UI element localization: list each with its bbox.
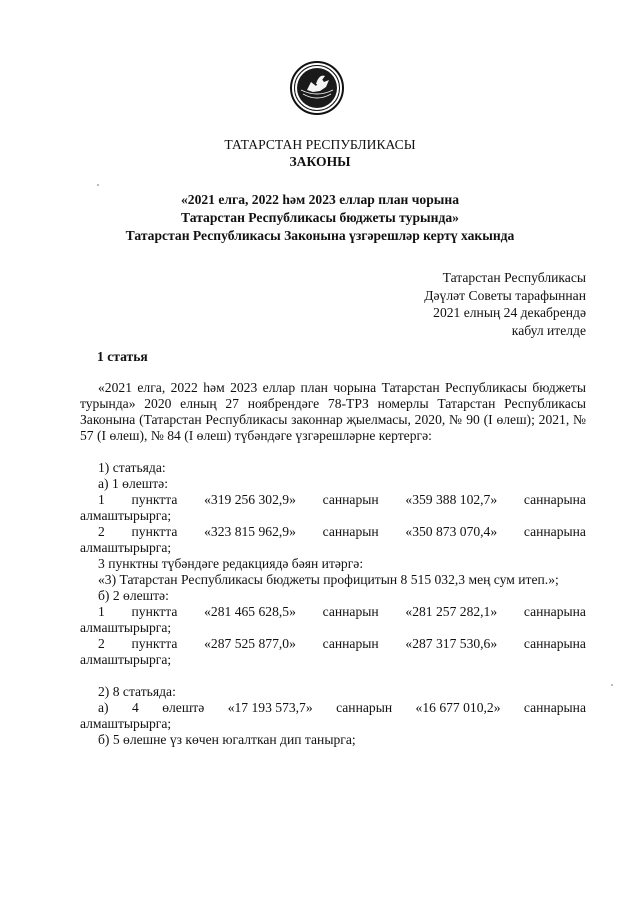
section-2b-text: б) 5 өлешне үз көчен югалткан дип танырга; xyxy=(98,732,356,747)
scan-speck xyxy=(97,184,99,186)
amendment-row: 2 пунктта «323 815 962,9» саннарын «350 873 070,4» саннарына xyxy=(98,524,586,539)
law-title xyxy=(60,191,580,245)
scan-speck xyxy=(611,684,613,686)
amendment-row: 1 пунктта «319 256 302,9» саннарын «359 388 102,7» саннарына xyxy=(98,492,586,507)
tatarstan-coat-of-arms-icon xyxy=(289,60,345,116)
section-1b-label: б) 2 өлештә: xyxy=(98,588,169,603)
intro-paragraph: «2021 елга, 2022 һәм 2023 еллар план чорына Татарстан Республикасы бюджеты турында» 2020 елның 27 ноябрендәге 78-ТРЗ номерлы Татарстан Республикасы Законына (Татарстан Республикасы законнар җыелмасы, 2020, № 90 (I өлеш); 2021, № 57 (I өлеш), № 84 (I өлеш) түбәндәге үзгәрешләрне кертергә: xyxy=(80,380,586,443)
amendment-tail: алмаштырырга; xyxy=(80,508,172,523)
amendment-row: 2 пунктта «287 525 877,0» саннарын «287 317 530,6» саннарына xyxy=(98,636,586,651)
point-3-text: «3) Татарстан Республикасы бюджеты профицитын 8 515 032,3 мең сум итеп.»; xyxy=(98,572,559,587)
law-title-line-1: «2021 елга, 2022 һәм 2023 еллар план чорына xyxy=(180,192,460,207)
amendment-tail: алмаштырырга; xyxy=(80,652,172,667)
article-body xyxy=(80,380,586,748)
adoption-line-3: 2021 елның 24 декабрендә xyxy=(433,305,586,320)
republic-name: ТАТАРСТАН РЕСПУБЛИКАСЫ xyxy=(224,137,416,152)
law-header xyxy=(0,136,640,170)
document-type: ЗАКОНЫ xyxy=(289,154,351,169)
law-title-line-3: Татарстан Республикасы Законына үзгәрешләр кертү хакында xyxy=(125,228,515,243)
section-1-heading: 1) статьяда: xyxy=(98,460,166,475)
amendment-row: 1 пунктта «281 465 628,5» саннарын «281 257 282,1» саннарына xyxy=(98,604,586,619)
point-3-instruction: 3 пунктны түбәндәге редакциядә бәян итәргә: xyxy=(98,556,364,571)
law-title-line-2: Татарстан Республикасы бюджеты турында» xyxy=(181,210,459,225)
amendment-tail: алмаштырырга; xyxy=(80,620,172,635)
adoption-line-2: Дәүләт Советы тарафыннан xyxy=(424,287,586,303)
section-2-heading: 2) 8 статьяда: xyxy=(98,684,176,699)
adoption-line-4: кабул ителде xyxy=(511,322,586,338)
section-1a-label: а) 1 өлештә: xyxy=(98,476,168,491)
amendment-tail: алмаштырырга; xyxy=(80,716,172,731)
adoption-line-1: Татарстан Республикасы xyxy=(442,270,586,285)
article-heading: 1 статья xyxy=(97,349,148,364)
adoption-note xyxy=(424,269,586,339)
amendment-row: а) 4 өлештә «17 193 573,7» саннарын «16 677 010,2» саннарына xyxy=(98,700,586,715)
amendment-tail: алмаштырырга; xyxy=(80,540,172,555)
